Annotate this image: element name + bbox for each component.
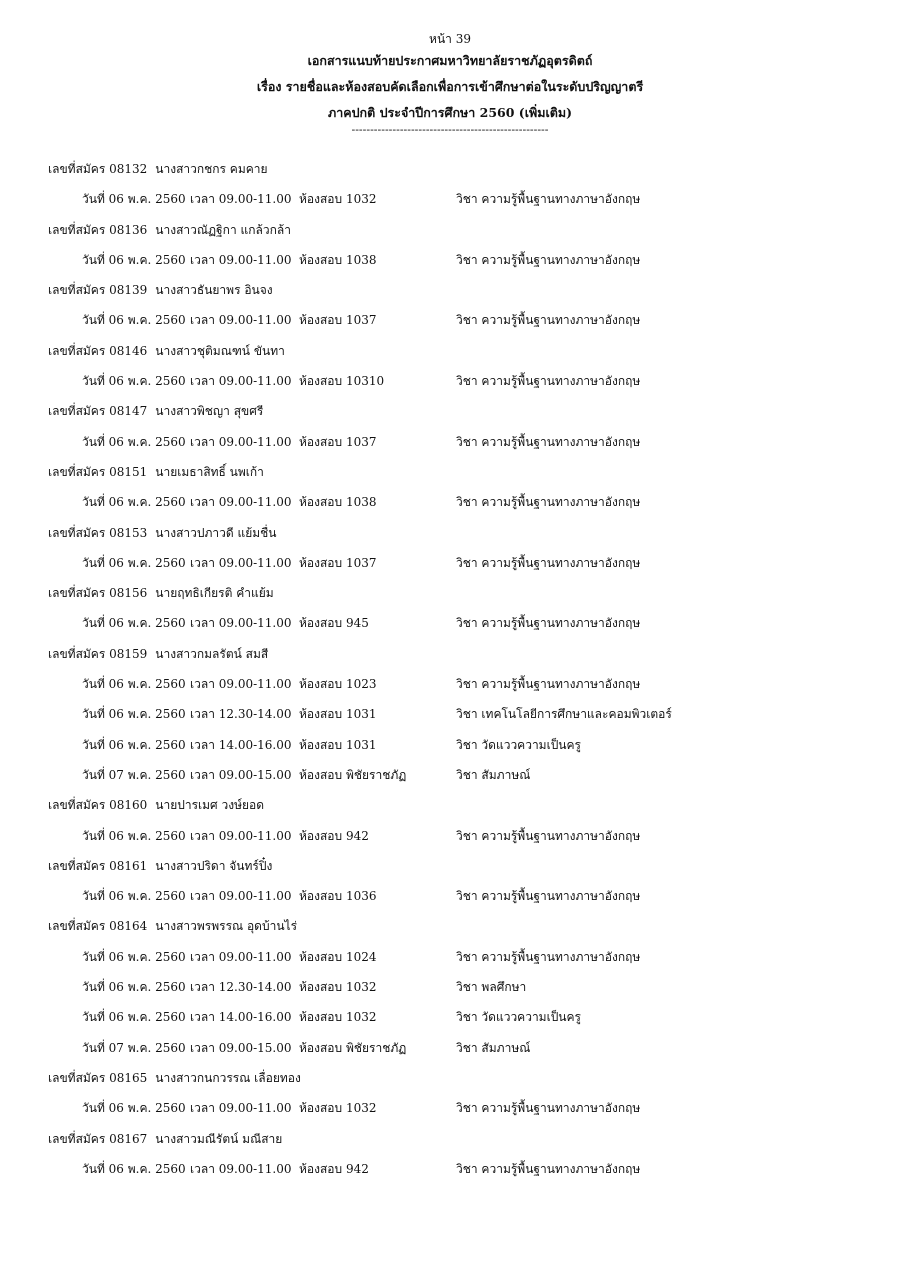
applicant-id: เลขที่สมัคร 08164: [48, 919, 148, 934]
exam-row: [48, 972, 868, 1002]
exam-room: ห้องสอบ 1036: [299, 889, 377, 904]
exam-row: [48, 245, 868, 275]
exam-date: วันที่ 06 พ.ค. 2560: [82, 434, 186, 449]
exam-subject: วิชา เทคโนโลยีการศึกษาและคอมพิวเตอร์: [456, 707, 672, 722]
applicant-row: [48, 911, 868, 941]
exam-row: [48, 608, 868, 638]
exam-row: [48, 427, 868, 457]
applicant-id: เลขที่สมัคร 08153: [48, 525, 148, 540]
exam-room: ห้องสอบ 1037: [299, 313, 377, 328]
exam-time: เวลา 09.00-11.00: [190, 434, 292, 449]
exam-date: วันที่ 06 พ.ค. 2560: [82, 192, 186, 207]
exam-row: [48, 487, 868, 517]
exam-subject: วิชา ความรู้พื้นฐานทางภาษาอังกฤษ: [456, 313, 641, 328]
applicant-id: เลขที่สมัคร 08147: [48, 404, 148, 419]
exam-date: วันที่ 06 พ.ค. 2560: [82, 616, 186, 631]
exam-subject: วิชา พลศึกษา: [456, 980, 527, 995]
applicant-name: นางสาวปภาวดี แย้มชื่น: [155, 525, 277, 540]
applicant-id: เลขที่สมัคร 08161: [48, 858, 148, 873]
exam-date: วันที่ 06 พ.ค. 2560: [82, 1010, 186, 1025]
exam-room: ห้องสอบ 942: [299, 1161, 369, 1176]
applicant-name: นางสาวธันยาพร อินจง: [155, 283, 273, 298]
exam-date: วันที่ 07 พ.ค. 2560: [82, 767, 186, 782]
applicant-name: นางสาวกชกร คมคาย: [155, 162, 268, 176]
exam-row: [48, 1033, 868, 1063]
exam-room: ห้องสอบ 1037: [299, 434, 377, 449]
exam-row: [48, 821, 868, 851]
exam-time: เวลา 09.00-11.00: [190, 252, 292, 267]
exam-subject: วิชา ความรู้พื้นฐานทางภาษาอังกฤษ: [456, 252, 641, 267]
exam-subject: วิชา ความรู้พื้นฐานทางภาษาอังกฤษ: [456, 374, 641, 389]
exam-room: ห้องสอบ พิชัยราชภัฏ: [299, 767, 407, 782]
applicant-name: นางสาวกนกวรรณ เลื่อยทอง: [155, 1070, 301, 1085]
exam-row: [48, 881, 868, 911]
exam-room: ห้องสอบ 1032: [299, 1010, 377, 1025]
exam-time: เวลา 09.00-11.00: [190, 495, 292, 510]
applicant-name: นายปารเมศ วงษ์ยอด: [155, 798, 265, 813]
exam-row: [48, 669, 868, 699]
exam-subject: วิชา ความรู้พื้นฐานทางภาษาอังกฤษ: [456, 555, 641, 570]
applicant-name: นายฤทธิเกียรติ คำแย้ม: [155, 586, 274, 601]
exam-room: ห้องสอบ 1032: [299, 192, 377, 207]
exam-time: เวลา 09.00-11.00: [190, 192, 292, 207]
document-term: ภาคปกติ ประจำปีการศึกษา 2560 (เพิ่มเติม): [327, 105, 572, 120]
applicant-row: [48, 1063, 868, 1093]
exam-time: เวลา 09.00-15.00: [190, 767, 292, 782]
applicant-row: [48, 154, 868, 184]
applicant-row: [48, 518, 868, 548]
exam-subject: วิชา วัดแววความเป็นครู: [456, 737, 581, 752]
exam-room: ห้องสอบ 1032: [299, 980, 377, 995]
exam-time: เวลา 14.00-16.00: [190, 737, 292, 752]
applicant-id: เลขที่สมัคร 08160: [48, 798, 148, 813]
exam-subject: วิชา ความรู้พื้นฐานทางภาษาอังกฤษ: [456, 1101, 641, 1116]
applicant-name: นางสาวชุติมณฑน์ ขันทา: [155, 343, 285, 358]
exam-date: วันที่ 06 พ.ค. 2560: [82, 980, 186, 995]
exam-time: เวลา 09.00-15.00: [190, 1040, 292, 1055]
exam-date: วันที่ 06 พ.ค. 2560: [82, 252, 186, 267]
exam-date: วันที่ 06 พ.ค. 2560: [82, 495, 186, 510]
exam-room: ห้องสอบ 1031: [299, 737, 377, 752]
exam-subject: วิชา ความรู้พื้นฐานทางภาษาอังกฤษ: [456, 1161, 641, 1176]
exam-room: ห้องสอบ 1038: [299, 252, 377, 267]
applicant-id: เลขที่สมัคร 08156: [48, 586, 148, 601]
applicant-name: นางสาวพรพรรณ อุดบ้านไร่: [155, 919, 298, 934]
exam-row: [48, 942, 868, 972]
exam-time: เวลา 14.00-16.00: [190, 1010, 292, 1025]
exam-date: วันที่ 06 พ.ค. 2560: [82, 737, 186, 752]
exam-time: เวลา 09.00-11.00: [190, 828, 292, 843]
exam-subject: วิชา ความรู้พื้นฐานทางภาษาอังกฤษ: [456, 677, 641, 692]
exam-time: เวลา 09.00-11.00: [190, 374, 292, 389]
exam-room: ห้องสอบ 1032: [299, 1101, 377, 1116]
applicant-row: [48, 215, 868, 245]
applicant-id: เลขที่สมัคร 08159: [48, 646, 148, 661]
exam-row: [48, 366, 868, 396]
applicant-row: [48, 639, 868, 669]
header-rule: -----------------------------------------------------: [351, 123, 549, 136]
exam-time: เวลา 09.00-11.00: [190, 949, 292, 964]
exam-subject: วิชา ความรู้พื้นฐานทางภาษาอังกฤษ: [456, 828, 641, 843]
applicant-row: [48, 1124, 868, 1154]
applicant-name: นางสาวปริดา จันทร์ปิ๋ง: [155, 858, 273, 873]
applicant-name: นางสาวพิชญา สุขศรี: [155, 404, 264, 419]
applicant-list: [48, 154, 868, 1184]
exam-row: [48, 184, 868, 214]
exam-subject: วิชา สัมภาษณ์: [456, 767, 531, 782]
exam-room: ห้องสอบ 945: [299, 616, 369, 631]
exam-subject: วิชา ความรู้พื้นฐานทางภาษาอังกฤษ: [456, 495, 641, 510]
applicant-row: [48, 396, 868, 426]
applicant-row: [48, 275, 868, 305]
exam-time: เวลา 12.30-14.00: [190, 707, 292, 722]
exam-date: วันที่ 06 พ.ค. 2560: [82, 828, 186, 843]
exam-room: ห้องสอบ 10310: [299, 374, 385, 389]
exam-room: ห้องสอบ พิชัยราชภัฏ: [299, 1040, 407, 1055]
exam-date: วันที่ 06 พ.ค. 2560: [82, 949, 186, 964]
applicant-id: เลขที่สมัคร 08132: [48, 162, 148, 176]
exam-time: เวลา 09.00-11.00: [190, 555, 292, 570]
document-subject: เรื่อง รายชื่อและห้องสอบคัดเลือกเพื่อการเข้าศึกษาต่อในระดับปริญญาตรี: [256, 79, 644, 94]
exam-row: [48, 1002, 868, 1032]
exam-subject: วิชา ความรู้พื้นฐานทางภาษาอังกฤษ: [456, 434, 641, 449]
exam-time: เวลา 09.00-11.00: [190, 1101, 292, 1116]
exam-row: [48, 699, 868, 729]
exam-subject: วิชา ความรู้พื้นฐานทางภาษาอังกฤษ: [456, 949, 641, 964]
exam-subject: วิชา สัมภาษณ์: [456, 1040, 531, 1055]
exam-subject: วิชา ความรู้พื้นฐานทางภาษาอังกฤษ: [456, 616, 641, 631]
exam-room: ห้องสอบ 1031: [299, 707, 377, 722]
exam-subject: วิชา ความรู้พื้นฐานทางภาษาอังกฤษ: [456, 192, 641, 207]
document-header: [0, 30, 900, 134]
applicant-row: [48, 457, 868, 487]
exam-date: วันที่ 06 พ.ค. 2560: [82, 677, 186, 692]
exam-subject: วิชา ความรู้พื้นฐานทางภาษาอังกฤษ: [456, 889, 641, 904]
exam-room: ห้องสอบ 1024: [299, 949, 377, 964]
applicant-row: [48, 851, 868, 881]
exam-row: [48, 305, 868, 335]
exam-time: เวลา 09.00-11.00: [190, 616, 292, 631]
exam-row: [48, 548, 868, 578]
exam-subject: วิชา วัดแววความเป็นครู: [456, 1010, 581, 1025]
applicant-row: [48, 336, 868, 366]
exam-date: วันที่ 06 พ.ค. 2560: [82, 374, 186, 389]
exam-row: [48, 1154, 868, 1184]
applicant-id: เลขที่สมัคร 08165: [48, 1070, 148, 1085]
exam-time: เวลา 12.30-14.00: [190, 980, 292, 995]
exam-time: เวลา 09.00-11.00: [190, 313, 292, 328]
exam-date: วันที่ 06 พ.ค. 2560: [82, 889, 186, 904]
exam-date: วันที่ 06 พ.ค. 2560: [82, 707, 186, 722]
applicant-id: เลขที่สมัคร 08139: [48, 283, 148, 298]
exam-row: [48, 1093, 868, 1123]
applicant-name: นายเมธาสิทธิ์ นพเก้า: [155, 464, 264, 479]
applicant-id: เลขที่สมัคร 08167: [48, 1131, 148, 1146]
page-number: หน้า 39: [429, 32, 471, 46]
document-title: เอกสารแนบท้ายประกาศมหาวิทยาลัยราชภัฏอุตรดิตถ์: [307, 53, 593, 68]
applicant-id: เลขที่สมัคร 08146: [48, 343, 148, 358]
exam-room: ห้องสอบ 1023: [299, 677, 377, 692]
applicant-row: [48, 790, 868, 820]
exam-date: วันที่ 06 พ.ค. 2560: [82, 1161, 186, 1176]
exam-room: ห้องสอบ 1037: [299, 555, 377, 570]
exam-time: เวลา 09.00-11.00: [190, 677, 292, 692]
applicant-id: เลขที่สมัคร 08136: [48, 222, 148, 237]
applicant-name: นางสาวณัฏฐิกา แกล้วกล้า: [155, 222, 291, 237]
exam-date: วันที่ 07 พ.ค. 2560: [82, 1040, 186, 1055]
exam-date: วันที่ 06 พ.ค. 2560: [82, 1101, 186, 1116]
exam-time: เวลา 09.00-11.00: [190, 1161, 292, 1176]
exam-room: ห้องสอบ 1038: [299, 495, 377, 510]
exam-date: วันที่ 06 พ.ค. 2560: [82, 313, 186, 328]
applicant-id: เลขที่สมัคร 08151: [48, 464, 148, 479]
applicant-name: นางสาวกมลรัตน์ สมสี: [155, 646, 269, 661]
exam-time: เวลา 09.00-11.00: [190, 889, 292, 904]
exam-room: ห้องสอบ 942: [299, 828, 369, 843]
applicant-row: [48, 578, 868, 608]
exam-date: วันที่ 06 พ.ค. 2560: [82, 555, 186, 570]
exam-row: [48, 730, 868, 760]
exam-row: [48, 760, 868, 790]
applicant-name: นางสาวมณีรัตน์ มณีสาย: [155, 1131, 283, 1146]
